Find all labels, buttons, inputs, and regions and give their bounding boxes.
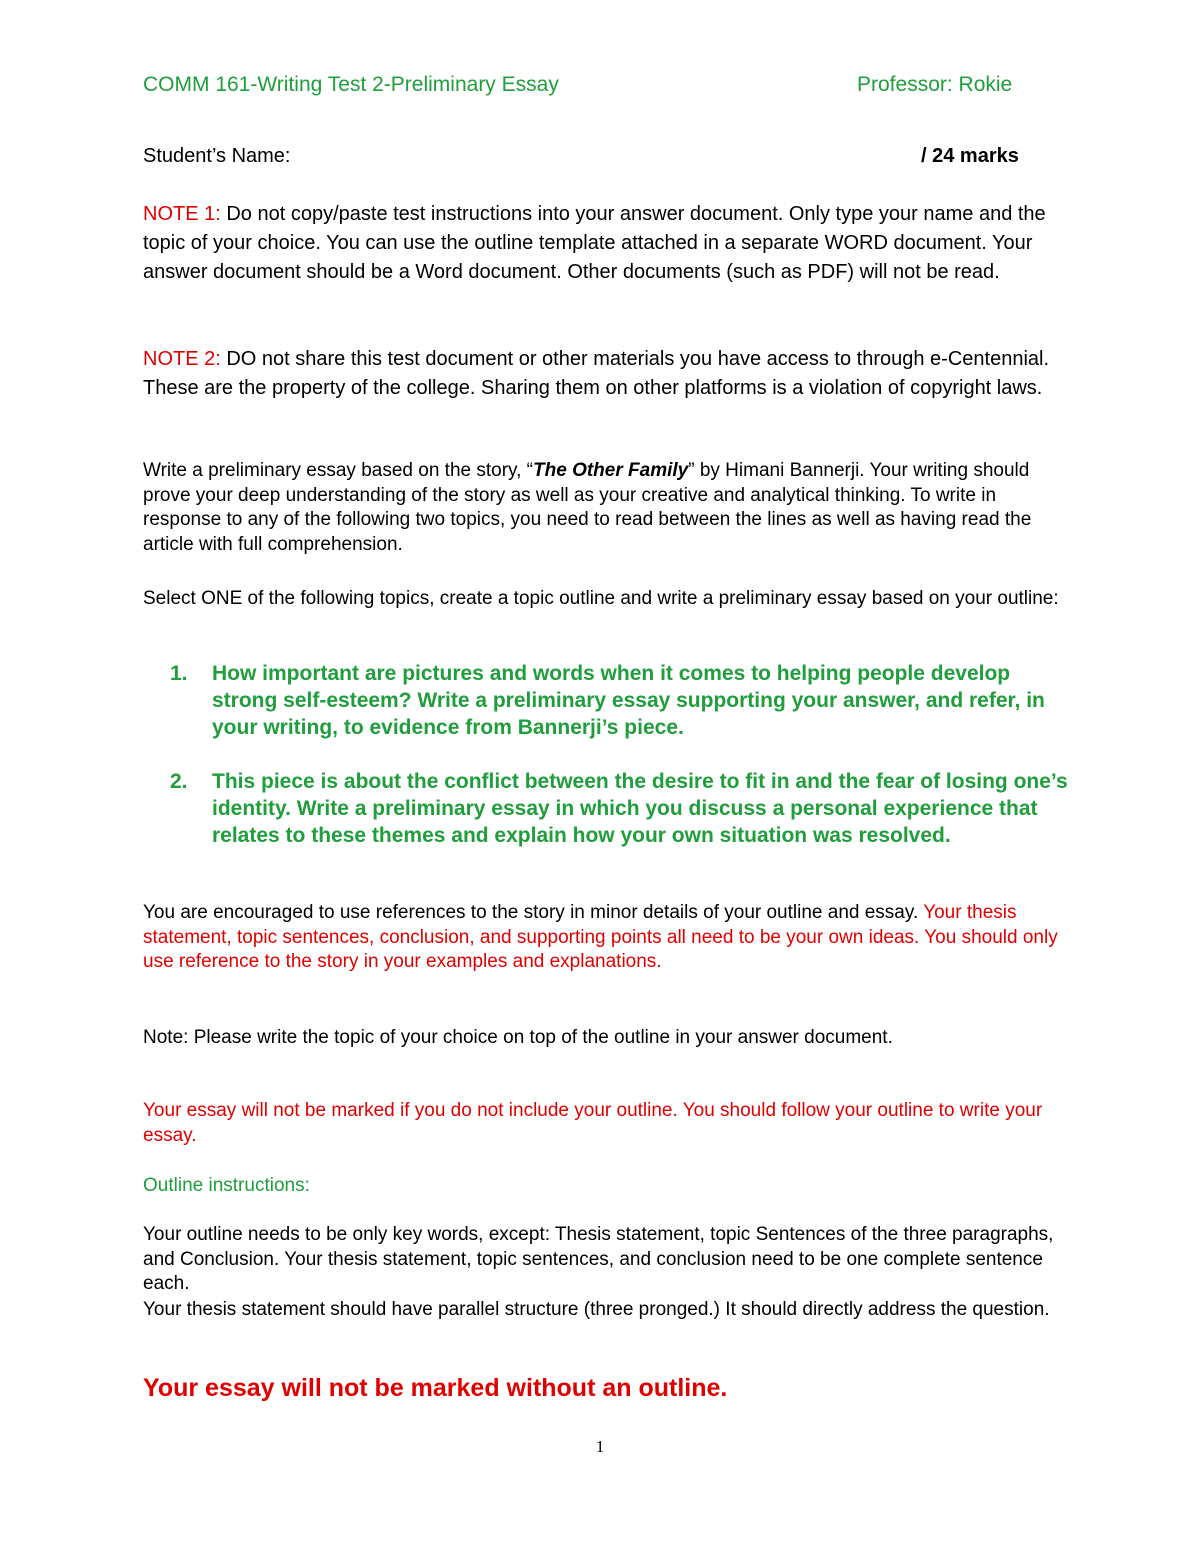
note-2-label: NOTE 2:: [143, 348, 221, 370]
page-number: 1: [595, 1437, 605, 1456]
intro-after-title: ” by Himani Bannerji. Your writing should prove your deep understanding of the story as well as your creative and analytical thinking. To write in response to any of the following two topics, you need to read between the lines as well as having read the article with full comprehension.: [143, 460, 1032, 555]
topic-1-number: 1.: [170, 662, 188, 685]
final-warning: Your essay will not be marked without an outline.: [143, 1374, 728, 1402]
note-1: [143, 200, 1063, 287]
outline-heading: Outline instructions:: [143, 1175, 310, 1196]
course-title: COMM 161-Writing Test 2-Preliminary Essay: [143, 73, 559, 96]
select-instruction: Select ONE of the following topics, create a topic outline and write a preliminary essay based on your outline:: [143, 588, 1059, 609]
professor-name: Professor: Rokie: [857, 73, 1013, 96]
note-1-label: NOTE 1:: [143, 203, 221, 225]
student-name-label: Student’s Name:: [143, 145, 291, 167]
intro-paragraph: [143, 459, 1063, 557]
topic-item-2: [170, 768, 1070, 847]
note-2: [143, 345, 1063, 403]
outline-warning: Your essay will not be marked if you do not include your outline. You should follow your outline to write your essay.: [143, 1100, 1043, 1146]
topic-1-text: How important are pictures and words when it comes to helping people develop strong self-esteem? Write a preliminary essay supporting your answer, and refer, in your writing, to evidence from Bannerji’s piece.: [212, 662, 1045, 739]
story-title: The Other Family: [533, 460, 689, 481]
intro-before-title: Write a preliminary essay based on the story, “: [143, 460, 534, 481]
references-text: You are encouraged to use references to the story in minor details of your outline and essay.: [143, 902, 924, 923]
references-warning: Your thesis statement, topic sentences, conclusion, and supporting points all need to be your own ideas. You should only use reference to the story in your examples and explanations.: [143, 902, 1058, 972]
marks-label: / 24 marks: [921, 145, 1019, 167]
references-paragraph: [143, 901, 1063, 975]
note-topic: Note: Please write the topic of your choice on top of the outline in your answer document.: [143, 1027, 893, 1048]
topic-2-number: 2.: [170, 770, 188, 793]
note-2-text: DO not share this test document or other materials you have access to through e-Centennial. These are the property of the college. Sharing them on other platforms is a violation of copyright laws.: [143, 348, 1050, 399]
note-1-text: Do not copy/paste test instructions into your answer document. Only type your name and the topic of your choice. You can use the outline template attached in a separate WORD document. Your answer document should be a Word document. Other documents (such as PDF) will not be read.: [143, 203, 1046, 283]
topic-item-1: [170, 660, 1070, 739]
outline-instructions-2: Your thesis statement should have parallel structure (three pronged.) It should directly address the question.: [143, 1299, 1050, 1320]
outline-instructions-1: Your outline needs to be only key words, except: Thesis statement, topic Sentences of the three paragraphs, and Conclusion. Your thesis statement, topic sentences, and conclusion need to be one complete sentence each.: [143, 1224, 1054, 1294]
topic-2-text: This piece is about the conflict between the desire to fit in and the fear of losing one’s identity. Write a preliminary essay in which you discuss a personal experience that relates to these themes and explain how your own situation was resolved.: [212, 770, 1068, 847]
